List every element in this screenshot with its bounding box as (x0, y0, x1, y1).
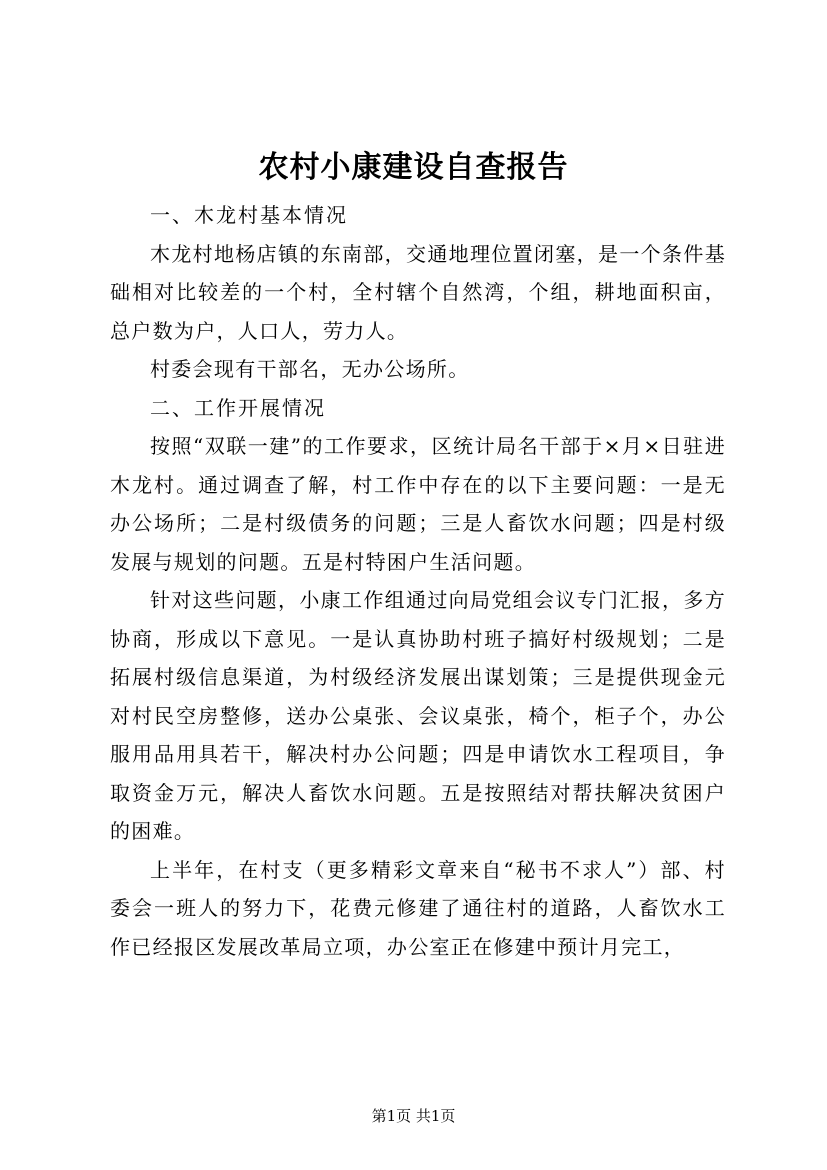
paragraph-village-overview: 木龙村地杨店镇的东南部，交通地理位置闭塞，是一个条件基础相对比较差的一个村，全村辖个自然湾，个组，耕地面积亩，总户数为户，人口人，劳力人。 (110, 241, 726, 343)
paragraph-first-half-results: 上半年，在村支（更多精彩文章来自“秘书不求人”）部、村委会一班人的努力下，花费元修建了通往村的道路，人畜饮水工作已经报区发展改革局立项，办公室正在修建中预计月完工， (110, 857, 726, 959)
section-heading-basic-info: 一、木龙村基本情况 (150, 203, 348, 227)
paragraph-measures: 针对这些问题，小康工作组通过向局党组会议专门汇报，多方协商，形成以下意见。一是认真协助村班子搞好村级规划；二是拓展村级信息渠道，为村级经济发展出谋划策；三是提供现金元对村民空房整修，送办公桌张、会议桌张，椅个，柜子个，办公服用品用具若干，解决村办公问题；四是申请饮水工程项目，争取资金万元，解决人畜饮水问题。五是按照结对帮扶解决贫困户的困难。 (110, 588, 726, 843)
page-footer: 第1页 共1页 (371, 1107, 456, 1125)
paragraph-village-committee: 村委会现有干部名，无办公场所。 (150, 357, 470, 381)
document-body (110, 196, 726, 966)
paragraph-problems: 按照“双联一建”的工作要求，区统计局名干部于×月×日驻进木龙村。通过调查了解，村工作中存在的以下主要问题：一是无办公场所；二是村级债务的问题；三是人畜饮水问题；四是村级发展与规划的问题。五是村特困户生活问题。 (110, 434, 726, 574)
section-heading-work-progress: 二、工作开展情况 (150, 395, 326, 420)
document-title: 农村小康建设自查报告 (258, 150, 569, 185)
